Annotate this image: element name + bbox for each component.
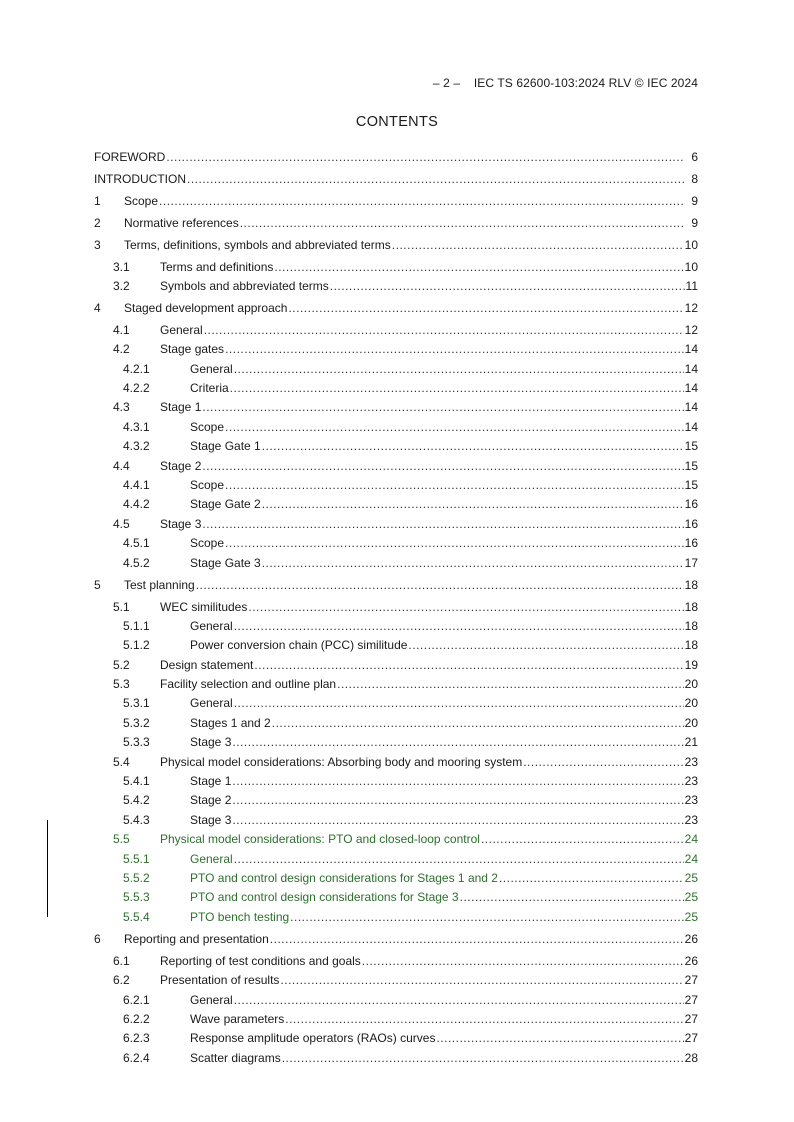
dot-leader <box>523 753 683 772</box>
toc-entry-page: 28 <box>684 1050 698 1065</box>
dot-leader <box>232 772 683 791</box>
toc-entry-page: 20 <box>684 696 698 711</box>
toc-entry[interactable] <box>94 340 698 359</box>
toc-entry-page: 6 <box>691 149 698 164</box>
toc-entry-title: FOREWORD <box>94 149 166 164</box>
toc-entry-number: 4 <box>94 300 101 315</box>
toc-entry-number: 5.3.2 <box>123 715 150 730</box>
toc-entry-number: 5.3.1 <box>123 696 150 711</box>
table-of-contents <box>94 145 698 1068</box>
toc-entry-number: 5.3 <box>113 677 130 692</box>
toc-entry-title: Scope <box>190 536 225 551</box>
toc-entry-page: 27 <box>684 1031 698 1046</box>
dot-leader <box>285 1010 683 1029</box>
toc-entry[interactable] <box>94 534 698 553</box>
toc-entry-title: Stage gates <box>160 342 225 357</box>
toc-entry-title: Scatter diagrams <box>190 1050 281 1065</box>
dot-leader <box>248 598 683 617</box>
toc-entry-title: Stage 1 <box>160 400 202 415</box>
toc-entry-title: PTO and control design considerations for Stages 1 and 2 <box>190 871 498 885</box>
running-header <box>433 76 698 90</box>
toc-entry[interactable] <box>94 170 698 189</box>
dot-leader <box>272 714 684 733</box>
toc-entry-page: 10 <box>684 259 698 274</box>
dot-leader <box>481 830 684 849</box>
toc-entry-number: 2 <box>94 215 101 230</box>
toc-entry-page: 10 <box>684 237 698 252</box>
toc-entry-number: 6.2.4 <box>123 1050 150 1065</box>
toc-entry-number: 6.2.3 <box>123 1031 150 1046</box>
toc-entry-number: 4.2 <box>113 342 130 357</box>
toc-entry-page: 14 <box>684 400 698 415</box>
toc-entry-title: General <box>190 696 233 711</box>
toc-entry-title: Stage Gate 3 <box>190 555 261 570</box>
dot-leader <box>202 457 683 476</box>
toc-entry-title: Stage 3 <box>190 812 232 827</box>
toc-entry-page: 15 <box>684 478 698 492</box>
toc-entry-page: 14 <box>684 419 698 434</box>
dot-leader <box>234 360 684 379</box>
toc-entry-number: 4.4.2 <box>123 497 150 512</box>
change-bar <box>47 820 48 917</box>
toc-entry[interactable] <box>94 753 698 772</box>
dot-leader <box>262 437 684 456</box>
toc-entry[interactable] <box>94 656 698 675</box>
toc-entry-page: 18 <box>684 618 698 633</box>
toc-entry-title: Reporting of test conditions and goals <box>160 953 361 968</box>
dot-leader <box>408 636 683 655</box>
toc-entry-number: 6.2 <box>113 973 130 988</box>
dot-leader <box>187 170 685 189</box>
toc-entry-title: Physical model considerations: PTO and closed-loop control <box>160 832 480 847</box>
toc-entry-title: Symbols and abbreviated terms <box>160 278 329 293</box>
toc-entry-number: 3 <box>94 237 101 252</box>
toc-entry-title: General <box>190 992 233 1007</box>
toc-entry[interactable] <box>94 236 698 255</box>
toc-entry[interactable] <box>94 908 698 927</box>
toc-entry-title: Stage Gate 2 <box>190 497 261 512</box>
toc-entry-number: 1 <box>94 193 101 208</box>
dot-leader <box>204 321 684 340</box>
toc-entry-page: 19 <box>684 657 698 672</box>
toc-entry-title: General <box>190 618 233 633</box>
dot-leader <box>225 476 684 495</box>
toc-entry[interactable] <box>94 192 698 211</box>
toc-entry-page: 18 <box>684 638 698 653</box>
toc-entry-number: 4.3.2 <box>123 439 150 454</box>
toc-entry-title: General <box>190 851 233 866</box>
toc-entry-number: 4.5.1 <box>123 536 150 551</box>
toc-entry[interactable] <box>94 277 698 296</box>
toc-entry-number: 5.4.2 <box>123 793 150 808</box>
document-id: IEC TS 62600-103:2024 RLV © IEC 2024 <box>473 76 698 90</box>
toc-entry-title: Test planning <box>124 577 195 592</box>
toc-entry-page: 23 <box>684 774 698 789</box>
toc-entry[interactable] <box>94 576 698 595</box>
toc-entry-page: 12 <box>684 322 698 337</box>
toc-entry[interactable] <box>94 515 698 534</box>
toc-entry[interactable] <box>94 148 698 167</box>
toc-entry[interactable] <box>94 457 698 476</box>
dot-leader <box>225 340 684 359</box>
dot-leader <box>240 214 685 233</box>
dot-leader <box>274 258 683 277</box>
toc-entry-number: 4.3 <box>113 400 130 415</box>
toc-entry-page: 16 <box>684 536 698 551</box>
dot-leader <box>282 1049 684 1068</box>
toc-entry-number: 4.4.1 <box>123 478 150 492</box>
toc-entry[interactable] <box>94 991 698 1010</box>
toc-entry-page: 26 <box>684 953 698 968</box>
toc-entry-page: 8 <box>691 171 698 186</box>
toc-entry-number: 5 <box>94 577 101 592</box>
toc-entry-number: 3.1 <box>113 259 130 274</box>
toc-entry-page: 20 <box>684 715 698 730</box>
toc-entry[interactable] <box>94 437 698 456</box>
toc-entry[interactable] <box>94 733 698 752</box>
dot-leader <box>234 850 684 869</box>
toc-entry-title: INTRODUCTION <box>94 171 186 186</box>
toc-entry-title: General <box>190 361 233 376</box>
dot-leader <box>166 148 685 167</box>
toc-entry-title: Reporting and presentation <box>124 931 269 946</box>
toc-entry-page: 17 <box>684 555 698 570</box>
toc-entry-page: 25 <box>684 871 698 885</box>
toc-entry-title: Terms, definitions, symbols and abbreviated terms <box>124 237 391 252</box>
toc-entry-number: 5.1 <box>113 599 130 614</box>
toc-entry-title: Stage 1 <box>190 774 232 789</box>
dot-leader <box>436 1029 683 1048</box>
toc-entry-number: 3.2 <box>113 278 130 293</box>
toc-entry-number: 6.2.2 <box>123 1011 150 1026</box>
toc-entry-page: 18 <box>684 599 698 614</box>
toc-entry[interactable] <box>94 617 698 636</box>
toc-entry-number: 6.1 <box>113 953 130 968</box>
toc-entry-number: 5.5.1 <box>123 851 150 866</box>
dot-leader <box>288 299 683 318</box>
toc-entry[interactable] <box>94 299 698 318</box>
toc-entry-number: 5.5.4 <box>123 909 150 924</box>
toc-entry[interactable] <box>94 360 698 379</box>
dot-leader <box>232 791 683 810</box>
toc-entry-number: 5.5 <box>113 832 130 847</box>
toc-entry-page: 9 <box>691 215 698 230</box>
toc-entry-title: Stages 1 and 2 <box>190 715 271 730</box>
toc-entry-number: 4.5.2 <box>123 555 150 570</box>
toc-entry-title: Stage 2 <box>160 458 202 473</box>
toc-entry-number: 5.2 <box>113 657 130 672</box>
toc-entry-title: Stage 2 <box>190 793 232 808</box>
toc-entry[interactable] <box>94 398 698 417</box>
toc-entry-number: 5.4.1 <box>123 774 150 789</box>
dot-leader <box>202 398 683 417</box>
toc-entry-page: 23 <box>684 793 698 808</box>
dot-leader <box>159 192 685 211</box>
toc-entry-page: 20 <box>684 677 698 692</box>
toc-entry[interactable] <box>94 791 698 810</box>
toc-entry[interactable] <box>94 850 698 869</box>
toc-entry-number: 5.4.3 <box>123 812 150 827</box>
dot-leader <box>270 930 684 949</box>
toc-entry-title: WEC similitudes <box>160 599 248 614</box>
dot-leader <box>234 991 684 1010</box>
toc-entry-page: 16 <box>684 516 698 531</box>
toc-entry[interactable] <box>94 636 698 655</box>
toc-entry-title: Scope <box>190 478 225 492</box>
toc-entry-title: Physical model considerations: Absorbing body and mooring system <box>160 754 523 769</box>
toc-entry-page: 24 <box>684 832 698 847</box>
dot-leader <box>234 617 684 636</box>
toc-entry-page: 14 <box>684 381 698 396</box>
toc-entry[interactable] <box>94 1049 698 1068</box>
toc-entry-page: 12 <box>684 300 698 315</box>
toc-entry-number: 5.5.3 <box>123 890 150 905</box>
toc-entry-page: 26 <box>684 931 698 946</box>
dot-leader <box>330 277 685 296</box>
toc-entry-title: Scope <box>190 419 225 434</box>
dot-leader <box>225 418 684 437</box>
toc-entry[interactable] <box>94 714 698 733</box>
toc-entry-title: Presentation of results <box>160 973 280 988</box>
toc-entry-page: 25 <box>684 890 698 905</box>
dot-leader <box>290 908 683 927</box>
dot-leader <box>460 888 684 907</box>
dot-leader <box>392 236 684 255</box>
toc-entry-title: Normative references <box>124 215 239 230</box>
toc-entry[interactable] <box>94 811 698 830</box>
toc-entry[interactable] <box>94 321 698 340</box>
toc-entry-page: 15 <box>684 458 698 473</box>
toc-entry-number: 4.2.1 <box>123 361 150 376</box>
toc-entry[interactable] <box>94 214 698 233</box>
toc-entry-page: 24 <box>684 851 698 866</box>
toc-entry[interactable] <box>94 772 698 791</box>
toc-entry-title: General <box>160 322 203 337</box>
toc-entry-title: Scope <box>124 193 159 208</box>
toc-entry-title: Stage 3 <box>160 516 202 531</box>
dot-leader <box>234 694 684 713</box>
dot-leader <box>232 733 683 752</box>
toc-entry[interactable] <box>94 1010 698 1029</box>
toc-entry-title: Staged development approach <box>124 300 288 315</box>
dot-leader <box>232 811 683 830</box>
dot-leader <box>196 576 684 595</box>
dot-leader <box>362 952 684 971</box>
toc-entry-page: 14 <box>684 361 698 376</box>
dot-leader <box>254 656 683 675</box>
toc-entry-number: 4.1 <box>113 322 130 337</box>
toc-entry[interactable] <box>94 888 698 907</box>
toc-entry-title: Stage Gate 1 <box>190 439 261 454</box>
toc-entry[interactable] <box>94 952 698 971</box>
toc-entry-title: Design statement <box>160 657 254 672</box>
toc-entry-page: 15 <box>684 439 698 454</box>
toc-entry-page: 14 <box>684 342 698 357</box>
toc-entry-title: Facility selection and outline plan <box>160 677 337 692</box>
toc-entry[interactable] <box>94 930 698 949</box>
toc-entry-number: 5.4 <box>113 754 130 769</box>
toc-entry[interactable] <box>94 476 698 495</box>
toc-entry-page: 21 <box>684 735 698 750</box>
toc-entry-title: PTO and control design considerations for Stage 3 <box>190 890 459 905</box>
dot-leader <box>337 675 684 694</box>
page-label: – 2 – <box>432 76 461 90</box>
toc-entry-number: 6.2.1 <box>123 992 150 1007</box>
toc-entry-page: 23 <box>684 812 698 827</box>
toc-entry-number: 4.3.1 <box>123 419 150 434</box>
toc-entry-title: Wave parameters <box>190 1011 285 1026</box>
toc-entry[interactable] <box>94 830 698 849</box>
toc-entry-title: Power conversion chain (PCC) similitude <box>190 638 408 653</box>
toc-entry[interactable] <box>94 675 698 694</box>
toc-entry[interactable] <box>94 258 698 277</box>
toc-entry-page: 23 <box>684 754 698 769</box>
dot-leader <box>230 379 684 398</box>
toc-entry-number: 4.2.2 <box>123 381 150 396</box>
toc-entry-title: Stage 3 <box>190 735 232 750</box>
toc-entry-number: 6 <box>94 931 101 946</box>
toc-entry[interactable] <box>94 971 698 990</box>
toc-entry-number: 4.5 <box>113 516 130 531</box>
toc-entry-page: 27 <box>684 992 698 1007</box>
toc-entry[interactable] <box>94 495 698 514</box>
toc-entry[interactable] <box>94 869 698 888</box>
toc-entry[interactable] <box>94 694 698 713</box>
contents-title: CONTENTS <box>355 114 439 130</box>
toc-entry-number: 5.3.3 <box>123 735 150 750</box>
toc-entry-page: 27 <box>684 973 698 988</box>
toc-entry[interactable] <box>94 554 698 573</box>
toc-entry-number: 5.5.2 <box>123 871 150 885</box>
toc-entry[interactable] <box>94 598 698 617</box>
toc-entry-page: 25 <box>684 909 698 924</box>
toc-entry-page: 18 <box>684 577 698 592</box>
dot-leader <box>225 534 684 553</box>
dot-leader <box>499 869 684 888</box>
toc-entry-title: Criteria <box>190 381 229 396</box>
dot-leader <box>202 515 683 534</box>
toc-entry[interactable] <box>94 1029 698 1048</box>
toc-entry[interactable] <box>94 418 698 437</box>
toc-entry-number: 5.1.2 <box>123 638 150 653</box>
dot-leader <box>280 971 683 990</box>
toc-entry-title: Response amplitude operators (RAOs) curves <box>190 1031 436 1046</box>
dot-leader <box>262 495 684 514</box>
toc-entry-title: PTO bench testing <box>190 909 290 924</box>
toc-entry-number: 5.1.1 <box>123 618 150 633</box>
toc-entry-number: 4.4 <box>113 458 130 473</box>
toc-entry-title: Terms and definitions <box>160 259 274 274</box>
toc-entry-page: 16 <box>684 497 698 512</box>
toc-entry-page: 27 <box>684 1011 698 1026</box>
toc-entry[interactable] <box>94 379 698 398</box>
toc-entry-page: 11 <box>685 278 698 293</box>
toc-entry-page: 9 <box>691 193 698 208</box>
dot-leader <box>262 554 684 573</box>
